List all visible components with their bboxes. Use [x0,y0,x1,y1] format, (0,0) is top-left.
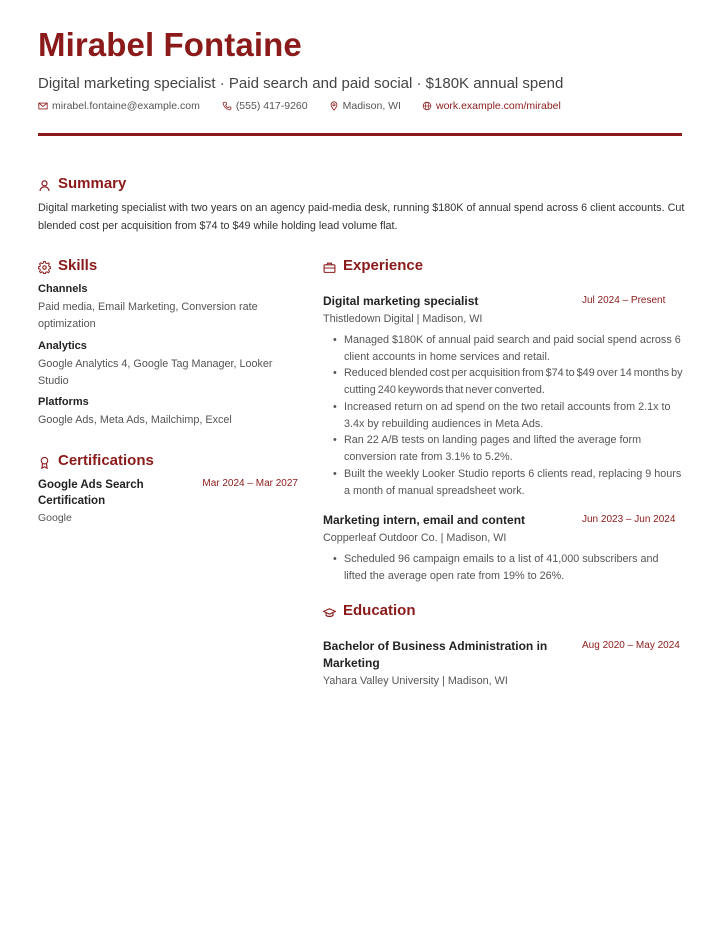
ribbon-icon [38,456,51,469]
education-institution: Yahara Valley University | Madison, WI [323,675,508,687]
certification-dates: Mar 2024 – Mar 2027 [202,478,298,489]
experience-title: Experience [343,257,424,274]
job-bullet: • Increased return on ad spend on the two retail accounts from 2.1x to 3.4x by rebuilding audiences in Meta Ads. [344,399,683,432]
skills-heading [38,257,97,274]
contact-location [329,100,401,112]
contact-email-text: mirabel.fontaine@example.com [52,100,200,112]
job-bullet: • Managed $180K of annual paid search and paid social spend across 6 client accounts in home services and retail. [344,332,683,365]
header-divider [38,133,682,136]
skill-group-items: Google Ads, Meta Ads, Mailchimp, Excel [38,414,232,426]
job-title: Digital marketing specialist [323,294,479,308]
education-entry [323,638,683,687]
certification-item [38,477,298,524]
skill-group-label: Channels [38,283,88,295]
phone-icon [222,101,232,111]
contact-phone-text: (555) 417-9260 [235,100,308,112]
contact-location-text: Madison, WI [342,100,401,112]
job-entry [323,512,683,582]
graduation-cap-icon [323,606,336,619]
certification-name: Google Ads Search Certification [38,479,144,507]
contact-website[interactable] [422,100,561,112]
contact-email[interactable] [38,100,200,112]
education-title: Education [343,602,416,619]
certification-issuer: Google [38,512,72,524]
gear-icon [38,261,51,274]
certifications-title: Certifications [58,452,154,469]
globe-icon [422,101,432,111]
job-organization: Thistledown Digital | Madison, WI [323,313,483,325]
mail-icon [38,101,48,111]
skill-group-platforms [38,396,288,429]
summary-heading [38,175,126,192]
job-dates: Jun 2023 – Jun 2024 [582,514,676,525]
job-bullet: • Reduced blended cost per acquisition from $74 to $49 over 14 months by cutting 240 keywords that never converted. [344,365,683,398]
contact-bar [38,100,582,112]
skill-group-channels [38,283,288,332]
job-bullet: • Built the weekly Looker Studio reports 6 clients read, replacing 9 hours a month of manual spreadsheet work. [344,466,683,499]
skill-group-items: Google Analytics 4, Google Tag Manager, Looker Studio [38,358,273,387]
skills-title: Skills [58,257,98,274]
job-title: Marketing intern, email and content [323,513,526,527]
headline: Digital marketing specialist · Paid search and paid social · $180K annual spend [38,75,564,92]
summary-title: Summary [58,175,127,192]
job-organization: Copperleaf Outdoor Co. | Madison, WI [323,532,507,544]
education-dates: Aug 2020 – May 2024 [582,640,680,651]
experience-heading [323,257,423,274]
skill-group-items: Paid media, Email Marketing, Conversion rate optimization [38,301,258,330]
degree-name: Bachelor of Business Administration in Marketing [323,639,548,670]
location-pin-icon [329,101,339,111]
education-heading [323,602,416,619]
certifications-heading [38,452,154,469]
user-icon [38,179,51,192]
contact-phone[interactable] [222,100,308,112]
briefcase-icon [323,261,336,274]
summary-text: Digital marketing specialist with two years on an agency paid-media desk, running $180K of annual spend across 6 client accounts. Cut blended cost per acquisition from $74 to $49 while holding lead volume flat. [38,202,685,232]
job-bullet: • Ran 22 A/B tests on landing pages and lifted the average form conversion rate from 3.1% to 5.2%. [344,432,683,465]
skill-group-analytics [38,340,288,389]
skill-group-label: Platforms [38,396,89,408]
candidate-name: Mirabel Fontaine [38,26,302,63]
job-bullet: • Scheduled 96 campaign emails to a list of 41,000 subscribers and lifted the average open rate from 19% to 26%. [344,551,683,584]
job-dates: Jul 2024 – Present [582,295,666,306]
contact-website-link[interactable]: work.example.com/mirabel [435,100,561,112]
skill-group-label: Analytics [38,340,87,352]
job-entry [323,293,683,497]
